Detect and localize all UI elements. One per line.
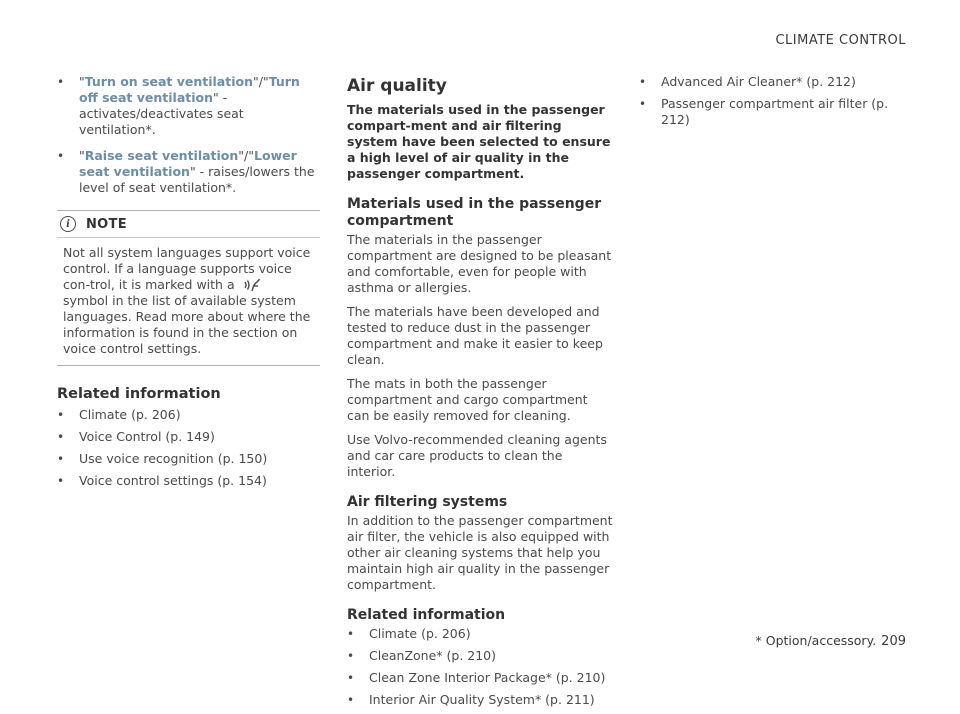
related-link[interactable]: • Passenger compartment air filter (p. 212) (639, 96, 909, 128)
option-accessory-note: * Option/accessory. (755, 633, 877, 648)
related-link[interactable]: • Voice control settings (p. 154) (57, 473, 319, 489)
related-link[interactable]: • Clean Zone Interior Package* (p. 210) (347, 670, 613, 686)
column-right (639, 74, 909, 134)
column-middle (347, 74, 613, 714)
voice-command: Lower seat ventilation (79, 148, 297, 179)
related-link[interactable]: • Voice Control (p. 149) (57, 429, 319, 445)
note-box (57, 210, 320, 366)
lead-paragraph: The materials used in the passenger compart-ment and air filtering system have been selected to ensure a high level of air quality in the passenger compartment. (347, 102, 611, 181)
air-filtering-heading: Air filtering systems (347, 494, 508, 510)
related-information-heading: Related information (347, 607, 506, 623)
related-links-list (57, 407, 319, 489)
info-icon: i (60, 216, 76, 232)
list-item: • "Raise seat ventilation"/"Lower seat ventilation" - raises/lowers the level of seat ventilation*. (57, 148, 319, 196)
page-header-title: CLIMATE CONTROL (775, 33, 906, 48)
command-description: " - raises/lowers the level of seat ventilation*. (79, 164, 315, 195)
related-link[interactable]: • Climate (p. 206) (347, 626, 613, 642)
related-link[interactable]: • CleanZone* (p. 210) (347, 648, 613, 664)
list-item: • "Turn on seat ventilation"/"Turn off seat ventilation" - activates/deactivates seat ventilation*. (57, 74, 319, 138)
related-links-list (347, 626, 613, 708)
voice-command: Turn off seat ventilation (79, 74, 300, 105)
related-link[interactable]: • Interior Air Quality System* (p. 211) (347, 692, 613, 708)
voice-control-icon (243, 278, 261, 292)
related-links-list (639, 74, 909, 128)
section-title: Air quality (347, 76, 447, 96)
note-title: NOTE (86, 216, 127, 232)
paragraph: The materials in the passenger compartment are designed to be pleasant and comfortable, even for people with asthma or allergies. (347, 232, 612, 295)
voice-command: Turn on seat ventilation (84, 74, 253, 89)
command-description: " - activates/deactivates seat ventilation*. (79, 90, 244, 137)
related-link[interactable]: • Advanced Air Cleaner* (p. 212) (639, 74, 909, 90)
note-header (57, 211, 320, 237)
related-link[interactable]: • Use voice recognition (p. 150) (57, 451, 319, 467)
voice-command-list (57, 74, 319, 196)
paragraph: Use Volvo-recommended cleaning agents and car care products to clean the interior. (347, 432, 607, 479)
paragraph: In addition to the passenger compartment air filter, the vehicle is also equipped with other air cleaning systems that help you maintain high air quality in the passenger compartment. (347, 513, 613, 592)
materials-heading: Materials used in the passenger compartment (347, 196, 602, 229)
related-link[interactable]: • Climate (p. 206) (57, 407, 319, 423)
page-number: 209 (881, 634, 906, 649)
paragraph: The mats in both the passenger compartment and cargo compartment can be easily removed for cleaning. (347, 376, 588, 423)
voice-command: Raise seat ventilation (84, 148, 239, 163)
paragraph: The materials have been developed and tested to reduce dust in the passenger compartment and make it easier to keep clean. (347, 304, 603, 367)
page-footer (756, 633, 906, 649)
related-information-heading: Related information (57, 386, 221, 402)
column-left (57, 74, 319, 495)
note-body: Not all system languages support voice control. If a language supports voice con-trol, it is marked with a symbol in the list of available system languages. Read more about where the information is found in the section on voice control settings. (57, 237, 320, 365)
